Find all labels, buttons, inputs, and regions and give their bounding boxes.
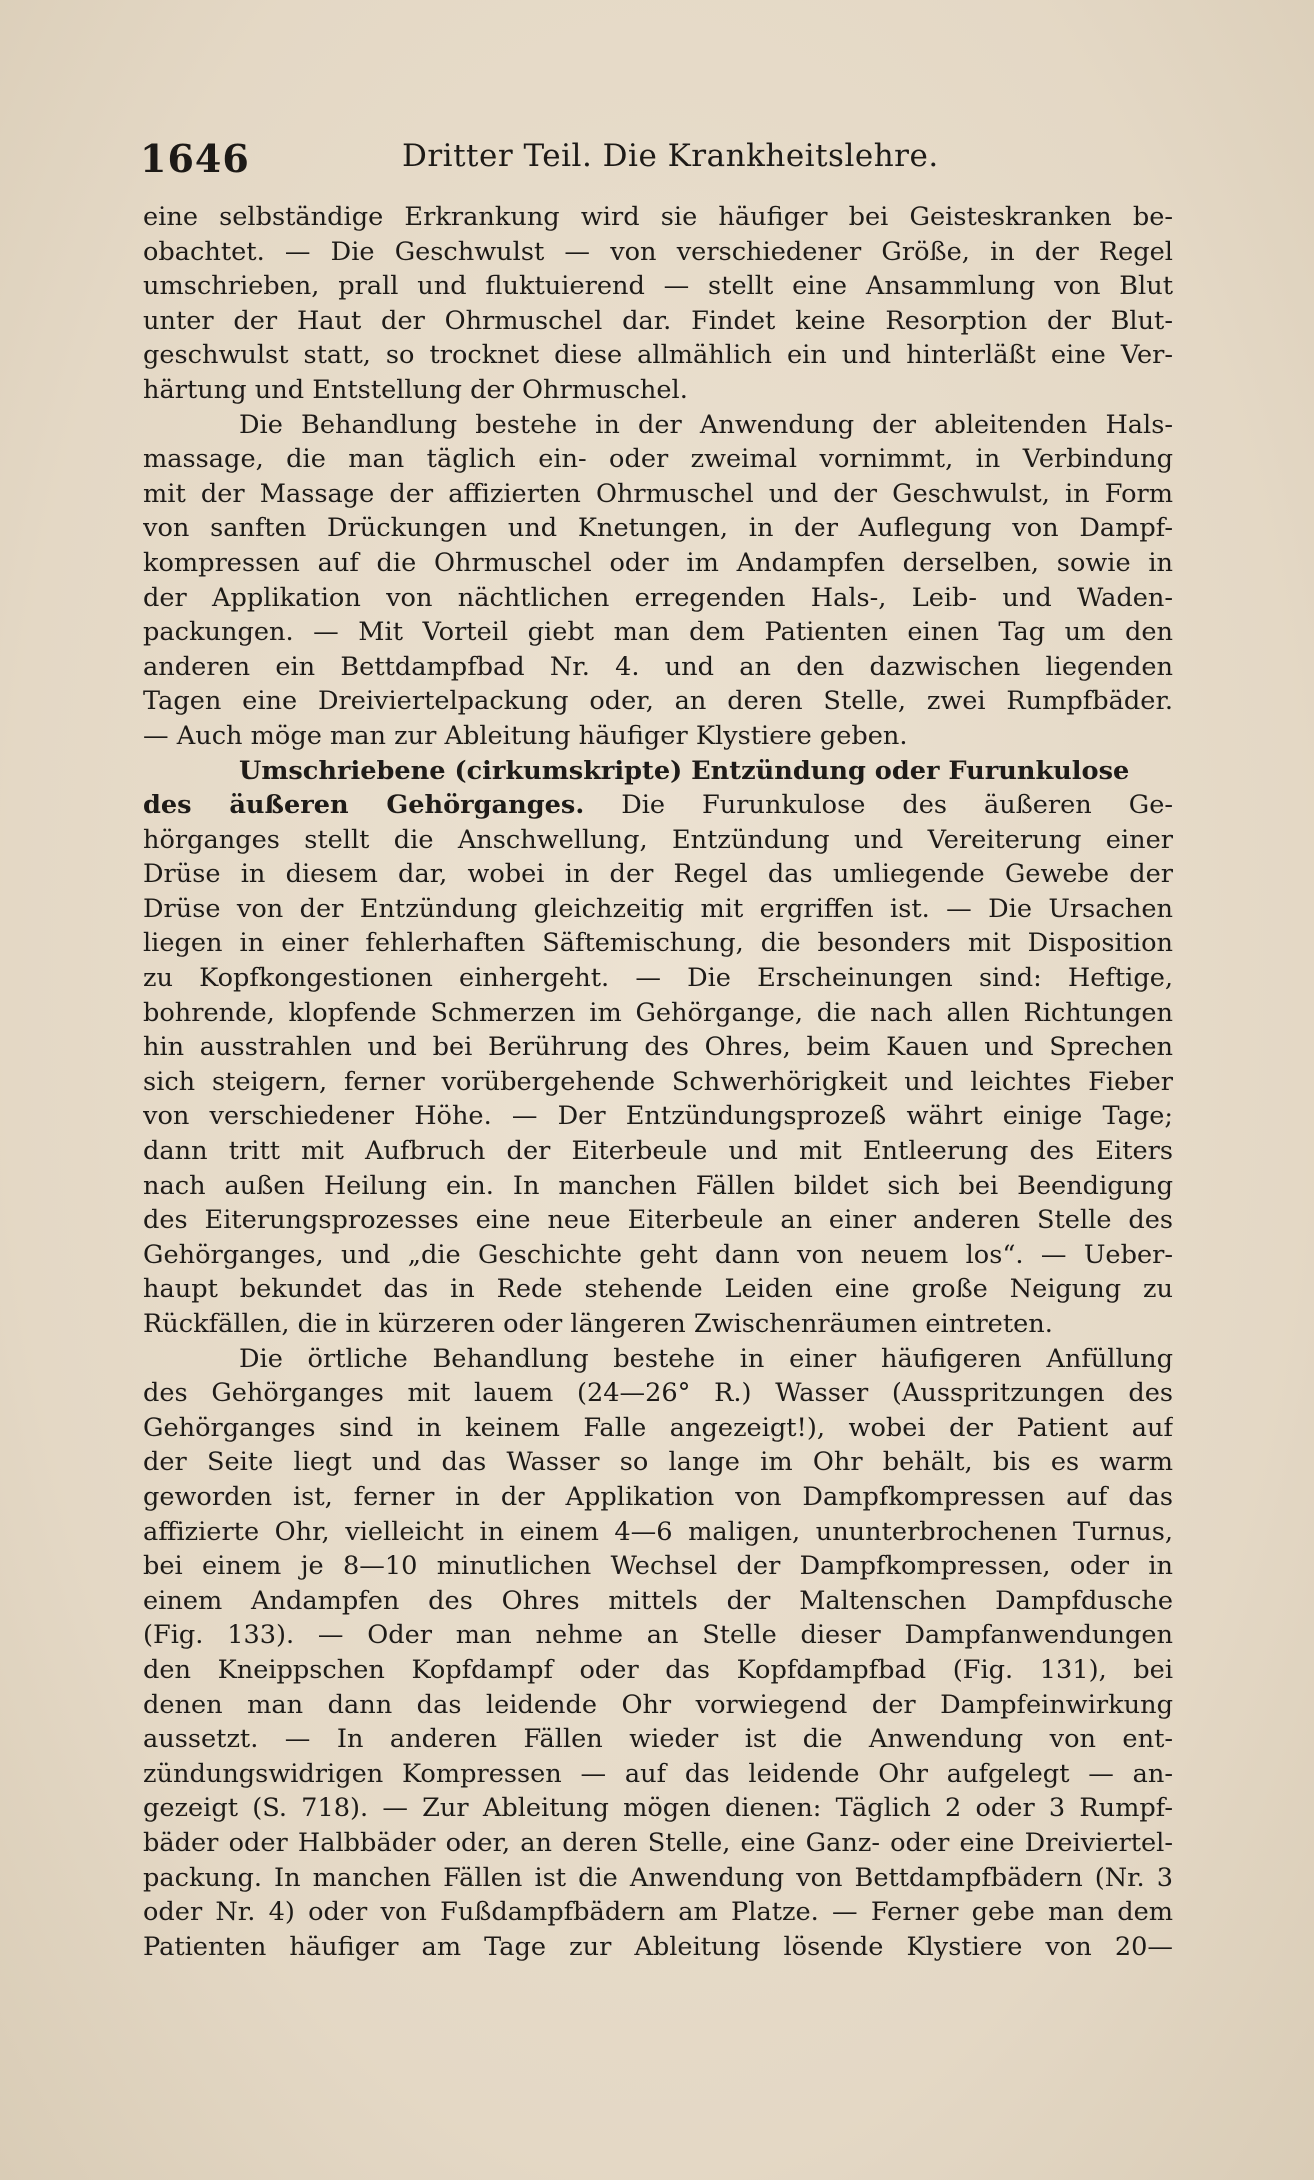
text-line — [143, 1930, 1173, 1965]
line-text: oder Nr. 4) oder von Fußdampfbädern am Platze. — Ferner gebe man dem — [143, 1897, 1173, 1928]
text-line — [143, 1238, 1173, 1273]
text-line — [143, 1342, 1173, 1377]
line-text: affizierte Ohr, vielleicht in einem 4—6 maligen, ununterbrochenen Turnus, — [143, 1516, 1173, 1547]
body-text — [143, 200, 1173, 1964]
line-text: obachtet. — Die Geschwulst — von verschiedener Größe, in der Regel — [143, 236, 1173, 267]
text-line — [143, 1099, 1173, 1134]
line-text: Gehörganges, und „die Geschichte geht dann von neuem los“. — Ueber- — [143, 1239, 1173, 1270]
text-line — [143, 338, 1173, 373]
line-text: bohrende, klopfende Schmerzen im Gehörgange, die nach allen Richtungen — [143, 997, 1173, 1028]
line-text: einem Andampfen des Ohres mittels der Maltenschen Dampfdusche — [143, 1585, 1173, 1616]
line-text: dann tritt mit Aufbruch der Eiterbeule und mit Entleerung des Eiters — [143, 1136, 1173, 1167]
line-text: härtung und Entstellung der Ohrmuschel. — [143, 374, 688, 405]
line-text: haupt bekundet das in Rede stehende Leiden eine große Neigung zu — [143, 1274, 1173, 1305]
text-line — [143, 1653, 1173, 1688]
text-line — [143, 1549, 1173, 1584]
text-line — [143, 235, 1173, 270]
line-text: — Auch möge man zur Ableitung häufiger Klystiere geben. — [143, 720, 908, 751]
text-line — [143, 200, 1173, 235]
running-head: Dritter Teil. Die Krankheitslehre. — [402, 138, 939, 174]
line-text: zündungswidrigen Kompressen — auf das leidende Ohr aufgelegt — an- — [143, 1758, 1173, 1789]
text-line — [143, 1895, 1173, 1930]
text-line — [143, 1757, 1173, 1792]
line-text: hin ausstrahlen und bei Berührung des Ohres, beim Kauen und Sprechen — [143, 1032, 1173, 1063]
line-text: von verschiedener Höhe. — Der Entzündungsprozeß währt einige Tage; — [143, 1101, 1173, 1132]
line-text: geworden ist, ferner in der Applikation von Dampfkompressen auf das — [143, 1481, 1173, 1512]
line-text: kompressen auf die Ohrmuschel oder im Andampfen derselben, sowie in — [143, 547, 1173, 578]
text-line — [143, 650, 1173, 685]
text-line — [143, 1861, 1173, 1896]
text-line — [143, 1791, 1173, 1826]
text-line — [143, 1618, 1173, 1653]
text-line — [143, 1307, 1173, 1342]
text-line — [143, 1826, 1173, 1861]
line-text: anderen ein Bettdampfbad Nr. 4. und an den dazwischen liegenden — [143, 651, 1173, 682]
line-text: Patienten häufiger am Tage zur Ableitung lösende Klystiere von 20— — [143, 1931, 1173, 1962]
line-text: geschwulst statt, so trocknet diese allmählich ein und hinterläßt eine Ver- — [143, 340, 1173, 371]
line-text: aussetzt. — In anderen Fällen wieder ist die Anwendung von ent- — [143, 1724, 1173, 1755]
text-line — [143, 1480, 1173, 1515]
line-text: packung. In manchen Fällen ist die Anwendung von Bettdampfbädern (Nr. 3 — [143, 1862, 1173, 1893]
line-text: der Seite liegt und das Wasser so lange im Ohr behält, bis es warm — [143, 1447, 1173, 1478]
line-text: Drüse von der Entzündung gleichzeitig mit ergriffen ist. — Die Ursachen — [143, 893, 1173, 924]
text-line — [143, 442, 1173, 477]
line-text: bäder oder Halbbäder oder, an deren Stelle, eine Ganz- oder eine Dreiviertel- — [143, 1827, 1173, 1858]
line-text: gezeigt (S. 718). — Zur Ableitung mögen dienen: Täglich 2 oder 3 Rumpf- — [143, 1793, 1173, 1824]
page-header — [140, 128, 1180, 188]
text-line — [143, 1688, 1173, 1723]
section-heading: des äußeren Gehörganges. — [143, 790, 585, 821]
text-line — [143, 1203, 1173, 1238]
text-line — [143, 511, 1173, 546]
line-text: des Gehörganges mit lauem (24—26° R.) Wasser (Ausspritzungen des — [143, 1378, 1173, 1409]
text-line — [143, 408, 1173, 443]
text-line — [143, 1134, 1173, 1169]
line-text: zu Kopfkongestionen einhergeht. — Die Erscheinungen sind: Heftige, — [143, 963, 1173, 994]
text-line — [143, 892, 1173, 927]
line-text: der Applikation von nächtlichen erregenden Hals-, Leib- und Waden- — [143, 582, 1173, 613]
text-line — [143, 546, 1173, 581]
section-heading-line — [143, 754, 1173, 789]
text-line — [143, 996, 1173, 1031]
text-line — [143, 684, 1173, 719]
text-line — [143, 1515, 1173, 1550]
text-line — [143, 1065, 1173, 1100]
text-line — [143, 719, 1173, 754]
line-text: Drüse in diesem dar, wobei in der Regel das umliegende Gewebe der — [143, 859, 1173, 890]
line-text: Die örtliche Behandlung bestehe in einer häufigeren Anfüllung — [239, 1343, 1173, 1374]
line-text: unter der Haut der Ohrmuschel dar. Findet keine Resorption der Blut- — [143, 305, 1173, 336]
line-text: von sanften Drückungen und Knetungen, in der Auflegung von Dampf- — [143, 513, 1173, 544]
page-number: 1646 — [140, 136, 250, 181]
text-line — [143, 1411, 1173, 1446]
text-line — [143, 926, 1173, 961]
text-line — [143, 1030, 1173, 1065]
text-line — [143, 1376, 1173, 1411]
line-text: eine selbständige Erkrankung wird sie häufiger bei Geisteskranken be- — [143, 202, 1173, 232]
line-text: umschrieben, prall und fluktuierend — stellt eine Ansammlung von Blut — [143, 271, 1173, 302]
section-heading-line — [143, 788, 1173, 823]
text-line — [143, 304, 1173, 339]
text-line — [143, 373, 1173, 408]
line-text: hörganges stellt die Anschwellung, Entzündung und Vereiterung einer — [143, 824, 1173, 855]
line-text: denen man dann das leidende Ohr vorwiegend der Dampfeinwirkung — [143, 1689, 1173, 1720]
line-text: nach außen Heilung ein. In manchen Fällen bildet sich bei Beendigung — [143, 1170, 1173, 1201]
line-text: liegen in einer fehlerhaften Säftemischung, die besonders mit Disposition — [143, 928, 1173, 959]
text-line — [143, 1584, 1173, 1619]
text-line — [143, 1445, 1173, 1480]
line-text: Die Behandlung bestehe in der Anwendung der ableitenden Hals- — [239, 409, 1173, 440]
text-line — [143, 1272, 1173, 1307]
section-heading: Umschriebene (cirkumskripte) Entzündung oder Furunkulose — [239, 755, 1130, 786]
text-line — [143, 1169, 1173, 1204]
text-line — [143, 1722, 1173, 1757]
line-text: Rückfällen, die in kürzeren oder längeren Zwischenräumen eintreten. — [143, 1309, 1053, 1339]
line-text: (Fig. 133). — Oder man nehme an Stelle dieser Dampfanwendungen — [143, 1620, 1173, 1651]
text-line — [143, 477, 1173, 512]
line-text: packungen. — Mit Vorteil giebt man dem Patienten einen Tag um den — [143, 617, 1173, 648]
line-text: Gehörganges sind in keinem Falle angezeigt!), wobei der Patient auf — [143, 1412, 1173, 1443]
text-line — [143, 823, 1173, 858]
line-text: sich steigern, ferner vorübergehende Schwerhörigkeit und leichtes Fieber — [143, 1066, 1173, 1097]
line-text: massage, die man täglich ein- oder zweimal vornimmt, in Verbindung — [143, 444, 1173, 475]
text-line — [143, 857, 1173, 892]
text-line — [143, 269, 1173, 304]
text-line — [143, 581, 1173, 616]
line-text: Die Furunkulose des äußeren Ge- — [584, 790, 1173, 821]
line-text: den Kneippschen Kopfdampf oder das Kopfdampfbad (Fig. 131), bei — [143, 1654, 1173, 1685]
text-line — [143, 615, 1173, 650]
line-text: des Eiterungsprozesses eine neue Eiterbeule an einer anderen Stelle des — [143, 1205, 1173, 1236]
line-text: bei einem je 8—10 minutlichen Wechsel der Dampfkompressen, oder in — [143, 1551, 1173, 1582]
line-text: Tagen eine Dreiviertelpackung oder, an deren Stelle, zwei Rumpfbäder. — [143, 686, 1173, 717]
line-text: mit der Massage der affizierten Ohrmuschel und der Geschwulst, in Form — [143, 478, 1173, 509]
text-line — [143, 961, 1173, 996]
